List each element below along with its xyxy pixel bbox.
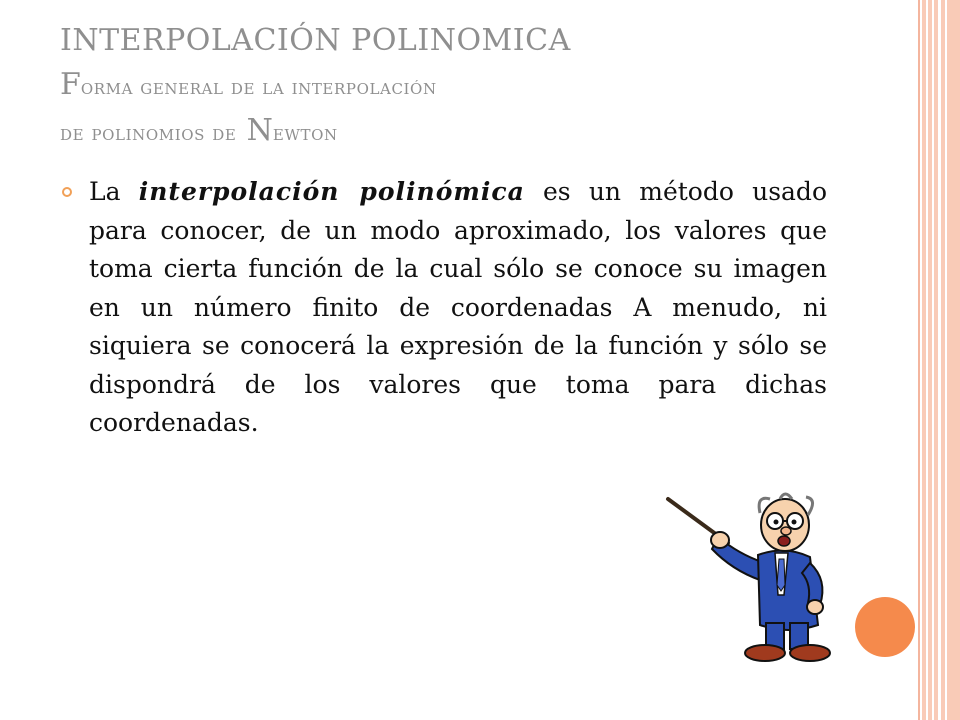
emphasized-term: interpolación polinómica bbox=[138, 177, 525, 206]
title-line-1: INTERPOLACIÓN POLINOMICA bbox=[60, 23, 571, 58]
decorative-accent-line bbox=[918, 0, 920, 720]
title-line-2: Forma general de la interpolación bbox=[60, 67, 437, 102]
bullet-text: La interpolación polinómica es un método usado para conocer, de un modo aproximado, los valores que toma cierta función de la cual sólo se conoce su imagen en un número finito de coordenadas A menudo, ni siquiera se conocerá la expresión de la función y sólo se dispondrá de los valores que toma para dichas coordenadas. bbox=[89, 177, 827, 437]
decorative-side-band bbox=[922, 0, 960, 720]
decorative-orange-circle bbox=[855, 597, 915, 657]
bullet-circle-icon bbox=[62, 187, 72, 197]
bullet-item bbox=[62, 173, 827, 443]
title-line-3: de polinomios de Newton bbox=[60, 113, 338, 148]
teacher-with-pointer-icon bbox=[660, 485, 850, 665]
slide-title bbox=[60, 20, 880, 154]
